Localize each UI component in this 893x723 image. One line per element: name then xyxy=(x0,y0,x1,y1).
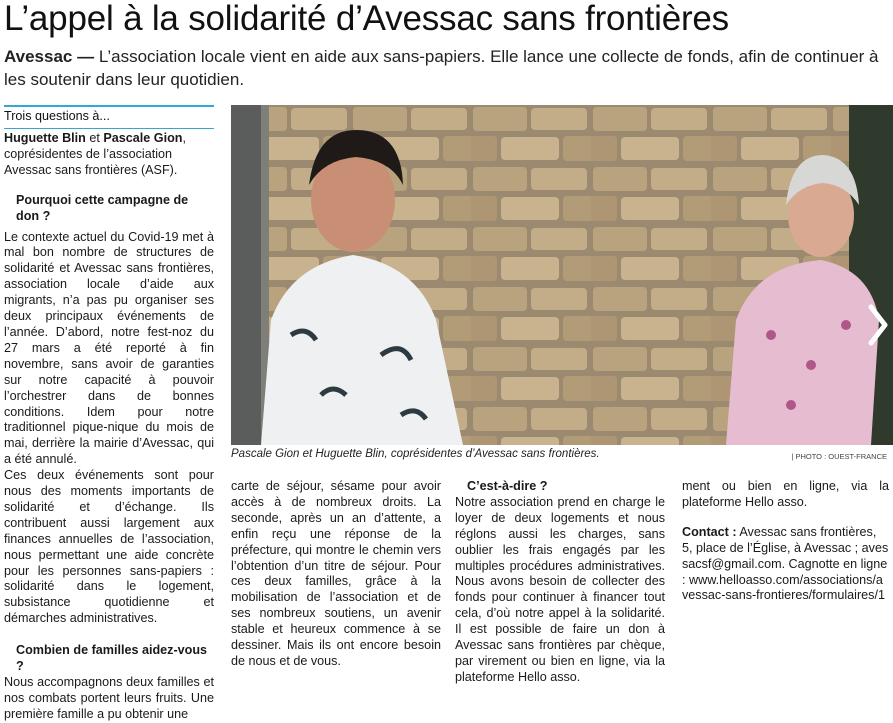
column-4 xyxy=(682,479,889,604)
contact-text: Avessac sans frontières, 5, place de l’Église, à Avessac ; avessacsf@gmail.com. Cagnotte en ligne : www.helloasso.com/associations/avessac-sans-frontieres/formulaires/1 xyxy=(682,524,889,603)
question-1: Pourquoi cette campagne de don ? xyxy=(16,192,189,223)
answer-3: Notre association prend en charge le loyer de deux logements et nous réglons aussi les charges, sans oublier les frais engagés par les multiples procédures administratives. Nous avons besoin de collecter des fonds pour continuer à financer tout cela, d’où notre appel à la solidarité. Il est possible de faire un don à Avessac sans frontières par chèque, par virement ou bien en ligne, via la plateforme Hello asso. xyxy=(455,494,665,684)
standfirst-text: L’association locale vient en aide aux sans-papiers. Elle lance une collecte de fonds, afin de continuer à les soutenir dans leur quotidien. xyxy=(4,47,879,89)
question-3: C’est-à-dire ? xyxy=(467,479,548,493)
answer-1-p1: Le contexte actuel du Covid-19 met à mal bon nombre de structures de solidarité et Avessac sans frontières, association locale d’aide aux migrants, n’a pas pu organiser ses deux principaux événements de l’année. D’abord, notre fest-noz du 27 mars a été reporté à fin novembre, sans avoir de garanties sur notre capacité à pouvoir l’orchestrer dans de bonnes conditions. Idem pour notre traditionnel pique-nique du mois de mai, derrière la mairie d’Avessac, qui a été annulé. xyxy=(4,229,214,467)
interviewees xyxy=(4,131,214,179)
names-conjunction: et xyxy=(85,131,104,145)
article-photo xyxy=(231,105,893,445)
column-3 xyxy=(455,479,665,684)
answer-2-p1: Nous accompagnons deux familles et nos combats portent leurs fruits. Une première famille a pu obtenir une xyxy=(4,675,214,721)
standfirst-place: Avessac — xyxy=(4,47,95,66)
column-1 xyxy=(4,131,214,723)
interviewees-role: , coprésidentes de l’association Avessac sans frontières (ASF). xyxy=(4,131,186,177)
box-title: Trois questions à... xyxy=(4,109,110,123)
question-2: Combien de familles aidez-vous ? xyxy=(16,643,208,674)
chevron-right-icon xyxy=(865,303,891,347)
answer-2-p2: carte de séjour, sésame pour avoir accès à de nombreux droits. La seconde, après un an d’attente, a enfin reçu une réponse de la préfecture, qui montre le chemin vers l’obtention d’un titre de séjour. Pour ces deux familles, grâce à la mobilisation de l’association et de ses nombreux soutiens, un avenir stable et heureux commence à se dessiner. Mais ils ont encore besoin de nous et de vous. xyxy=(231,479,441,668)
box-top-rule xyxy=(4,105,214,107)
answer-3-continued: ment ou bien en ligne, via la plateforme Hello asso. xyxy=(682,479,889,509)
photo-illustration xyxy=(231,105,893,445)
interviewee-1: Huguette Blin xyxy=(4,131,86,145)
interviewee-2: Pascale Gion xyxy=(103,131,183,145)
photo-credit: | PHOTO : OUEST-FRANCE xyxy=(791,452,887,461)
contact-block xyxy=(682,525,889,605)
article-headline: L’appel à la solidarité d’Avessac sans frontières xyxy=(4,0,729,38)
box-title-rule xyxy=(4,128,214,129)
photo-caption: Pascale Gion et Huguette Blin, coprésidentes d’Avessac sans frontières. xyxy=(231,448,600,460)
column-2 xyxy=(231,479,441,670)
next-page-button[interactable] xyxy=(863,299,893,351)
contact-label: Contact : xyxy=(682,524,737,539)
answer-1-p2: Ces deux événements sont pour nous des moments importants de solidarité et d’échange. Ils contribuent aussi largement aux finances annuelles de l’association, nous permettant une aide concrète pour les personnes sans-papiers : solidarité dans le logement, subsistance quotidienne et démarches administratives. xyxy=(4,468,214,626)
article-standfirst xyxy=(4,45,889,91)
